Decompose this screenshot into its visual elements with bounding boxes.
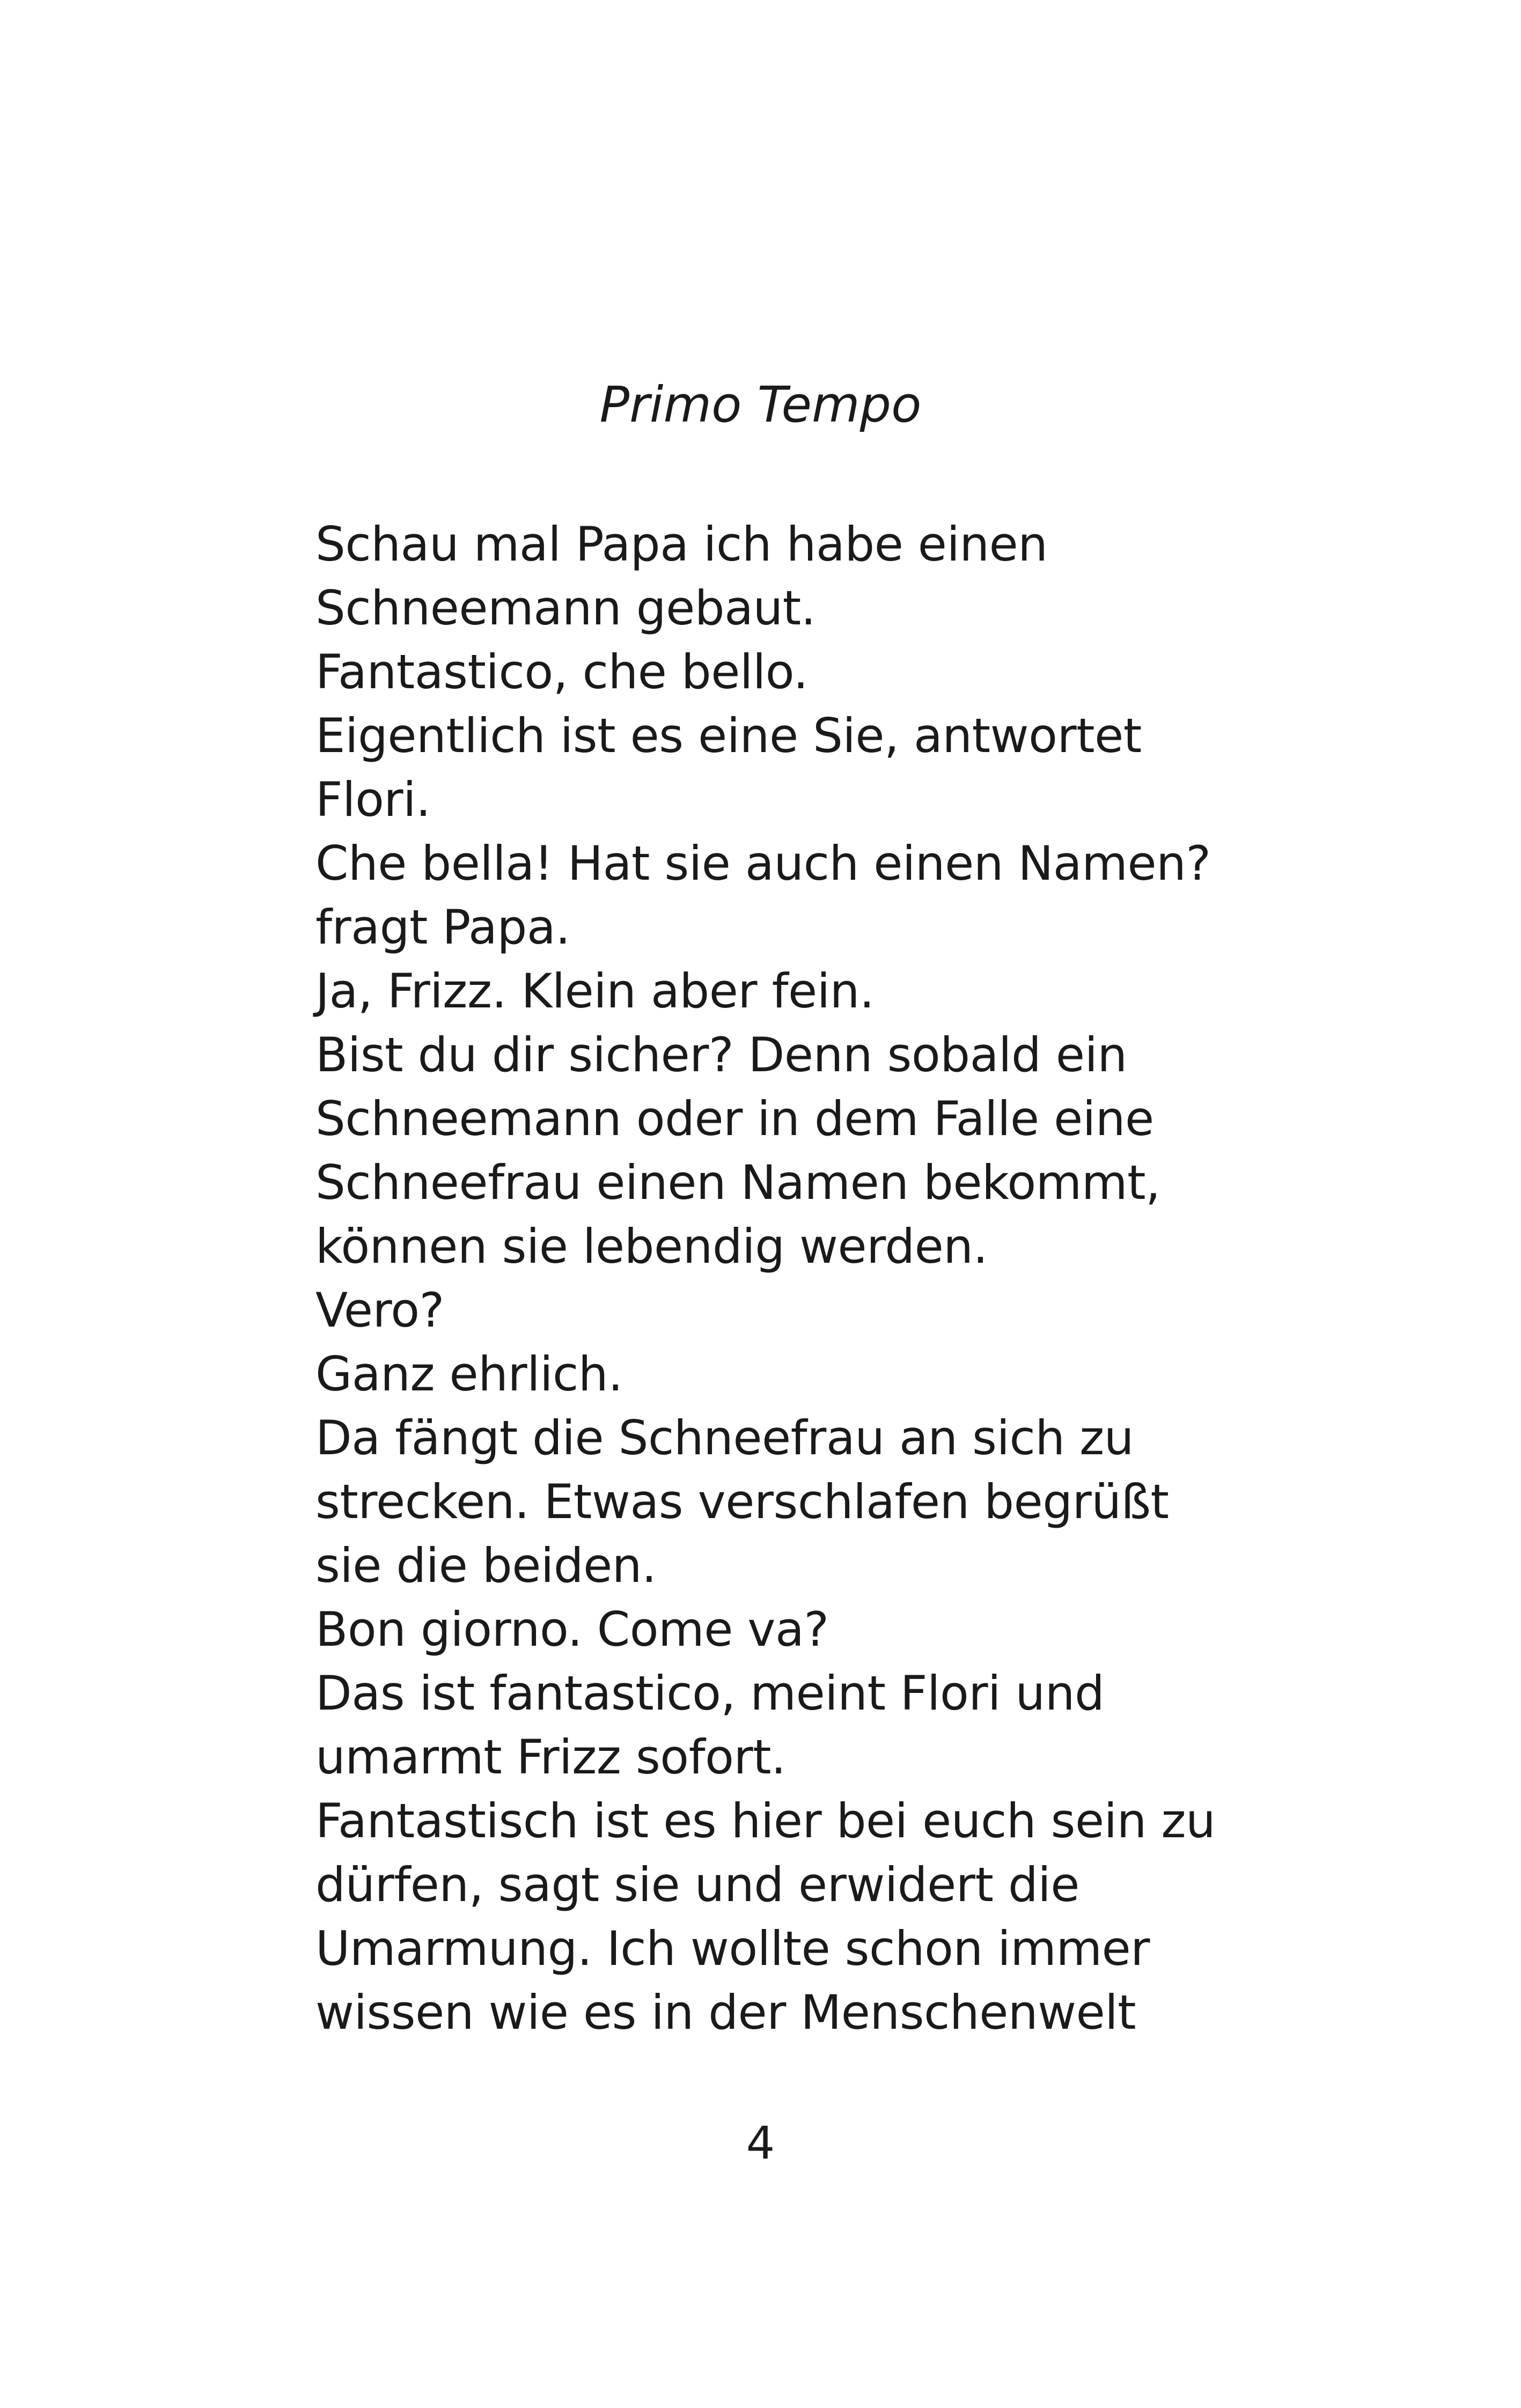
text-line: sie die beiden. (315, 1538, 657, 1593)
body-text (315, 512, 1335, 2044)
text-line: wissen wie es in der Menschenwelt (315, 1985, 1136, 2040)
text-line: Ja, Frizz. Klein aber fein. (315, 963, 875, 1019)
text-line: dürfen, sagt sie und erwidert die (315, 1857, 1079, 1912)
text-line: umarmt Frizz sofort. (315, 1729, 786, 1785)
text-line: fragt Papa. (315, 900, 570, 955)
text-line: können sie lebendig werden. (315, 1219, 988, 1274)
chapter-title: Primo Tempo (599, 376, 922, 433)
text-line: Flori. (315, 772, 431, 827)
text-line: Schau mal Papa ich habe einen (315, 517, 1048, 572)
text-line: Fantastico, che bello. (315, 644, 809, 699)
text-line: Bon giorno. Come va? (315, 1602, 829, 1657)
text-line: Che bella! Hat sie auch einen Namen? (315, 836, 1211, 891)
page-number: 4 (746, 2117, 775, 2169)
text-line: Eigentlich ist es eine Sie, antwortet (315, 708, 1142, 763)
text-line: Schneefrau einen Namen bekommt, (315, 1155, 1160, 1210)
text-line: Schneemann oder in dem Falle eine (315, 1091, 1154, 1146)
text-line: strecken. Etwas verschlafen begrüßt (315, 1474, 1169, 1529)
text-line: Fantastisch ist es hier bei euch sein zu (315, 1793, 1216, 1849)
text-line: Das ist fantastico, meint Flori und (315, 1666, 1105, 1721)
text-line: Vero? (315, 1283, 444, 1338)
text-line: Schneemann gebaut. (315, 580, 816, 636)
text-line: Da fängt die Schneefrau an sich zu (315, 1410, 1134, 1466)
text-line: Ganz ehrlich. (315, 1346, 623, 1402)
text-line: Umarmung. Ich wollte schon immer (315, 1921, 1150, 1976)
text-line: Bist du dir sicher? Denn sobald ein (315, 1027, 1127, 1083)
